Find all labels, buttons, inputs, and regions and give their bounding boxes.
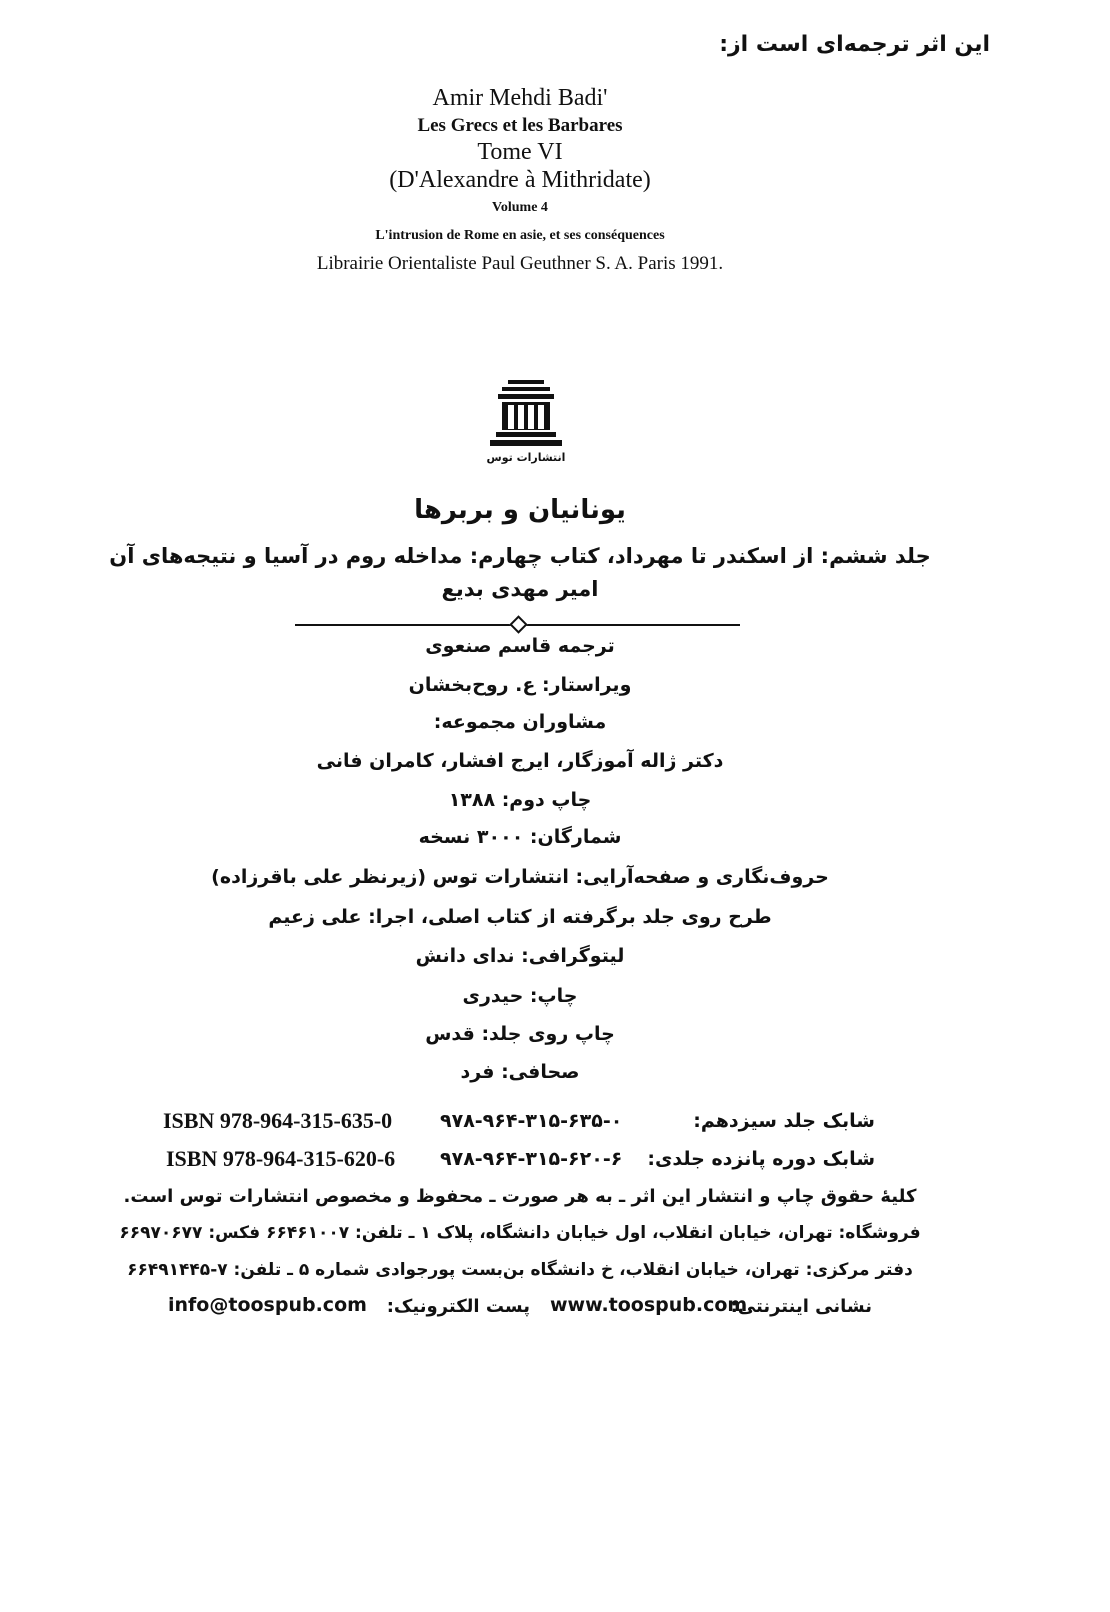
original-author: Amir Mehdi Badi' <box>432 85 608 111</box>
shop-address: فروشگاه: تهران، خیابان انقلاب، اول خیابان دانشگاه، پلاک ۱ ـ تلفن: ۶۶۴۶۱۰۰۷ فکس: ۶۶۹۷۰۶۷۷ <box>119 1223 921 1243</box>
intro-text: این اثر ترجمه‌ای است از: <box>719 32 990 57</box>
email-link[interactable]: info@toospub.com <box>168 1294 367 1316</box>
logo-caption: انتشارات توس <box>486 451 566 464</box>
isbn-label: شابک جلد سیزدهم: <box>693 1110 875 1132</box>
web-label: نشانی اینترنتی: <box>730 1296 872 1317</box>
credit-binding: صحافی: فرد <box>460 1061 580 1083</box>
credit-cover-design: طرح روی جلد برگرفته از کتاب اصلی، اجرا: علی زعیم <box>268 906 772 928</box>
temple-columns-logo <box>486 378 566 478</box>
credit-advisors-label: مشاوران مجموعه: <box>433 711 607 733</box>
credit-typesetting: حروف‌نگاری و صفحه‌آرایی: انتشارات توس (زیرنظر علی باقرزاده) <box>211 866 829 888</box>
original-series: Les Grecs et les Barbares <box>417 115 623 136</box>
isbn-latin: ISBN 978-964-315-620-6 <box>166 1146 396 1171</box>
isbn-label: شابک دوره پانزده جلدی: <box>647 1148 875 1170</box>
credit-advisors: دکتر ژاله آموزگار، ایرج افشار، کامران فانی <box>316 750 724 772</box>
credit-print-run: شمارگان: ۳۰۰۰ نسخه <box>418 826 622 848</box>
book-author: امیر مهدی بدیع <box>441 577 599 601</box>
credit-printing: چاپ: حیدری <box>462 985 578 1007</box>
diamond-ornament <box>509 615 527 633</box>
original-tome: Tome VI <box>477 139 563 165</box>
website-link[interactable]: www.toospub.com <box>550 1294 748 1316</box>
credit-editor: ویراستار: ع. روح‌بخشان <box>408 674 632 696</box>
book-title: یونانیان و بربرها <box>414 495 626 525</box>
credit-lithography: لیتوگرافی: ندای دانش <box>415 945 625 967</box>
original-tome-title: (D'Alexandre à Mithridate) <box>389 167 651 193</box>
credit-translator: ترجمه قاسم صنعوی <box>425 635 615 657</box>
isbn-persian: ۹۷۸-۹۶۴-۳۱۵-۶۲۰-۶ <box>440 1148 623 1170</box>
original-volume: Volume 4 <box>492 200 548 215</box>
isbn-persian: ۹۷۸-۹۶۴-۳۱۵-۶۳۵-۰ <box>440 1110 623 1132</box>
copyright-notice: کلیهٔ حقوق چاپ و انتشار این اثر ـ به هر صورت ـ محفوظ و مخصوص انتشارات توس است. <box>123 1186 917 1207</box>
original-publisher: Librairie Orientaliste Paul Geuthner S. A. Paris 1991. <box>316 253 724 274</box>
book-subtitle: جلد ششم: از اسکندر تا مهرداد، کتاب چهارم: مداخله روم در آسیا و نتیجه‌های آن <box>109 544 931 568</box>
credit-cover-printing: چاپ روی جلد: قدس <box>425 1023 615 1045</box>
office-address: دفتر مرکزی: تهران، خیابان انقلاب، خ دانشگاه بن‌بست پورجوادی شماره ۵ ـ تلفن: ۷-۶۶۴۹۱۴۴۵ <box>127 1260 913 1280</box>
isbn-latin: ISBN 978-964-315-635-0 <box>163 1108 393 1133</box>
original-volume-title: L'intrusion de Rome en asie, et ses conséquences <box>375 228 665 243</box>
email-label: پست الکترونیک: <box>386 1296 530 1317</box>
credit-edition: چاپ دوم: ۱۳۸۸ <box>448 789 592 811</box>
